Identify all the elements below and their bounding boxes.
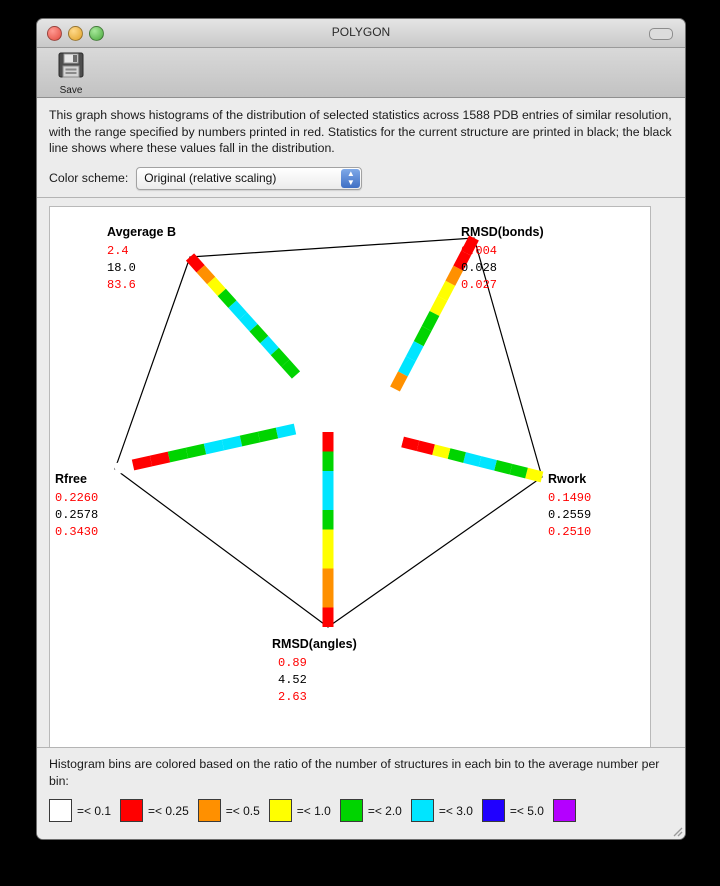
legend-caption-6: =< 5.0 xyxy=(509,803,544,818)
window-title: POLYGON xyxy=(331,25,391,39)
axis-values-rfree xyxy=(55,490,98,541)
axis-label-rmsd-angles: RMSD(angles) xyxy=(272,636,357,651)
axis-current-rmsd-bonds: 0.028 xyxy=(461,260,498,275)
legend-caption-5: =< 3.0 xyxy=(438,803,473,818)
resize-grip[interactable] xyxy=(670,824,683,837)
legend-item xyxy=(411,799,475,822)
axis-max-avgerage-b: 83.6 xyxy=(107,277,136,292)
legend-caption-4: =< 2.0 xyxy=(367,803,402,818)
legend-item xyxy=(553,799,583,822)
axis-max-rwork: 0.2510 xyxy=(548,524,592,539)
legend-swatch-cyan xyxy=(411,799,434,822)
legend-item xyxy=(120,799,191,822)
axis-label-rwork: Rwork xyxy=(548,471,587,486)
application-window xyxy=(36,18,686,840)
legend-item xyxy=(269,799,333,822)
axis-max-rfree: 0.3430 xyxy=(55,524,99,539)
legend-caption-1: =< 0.25 xyxy=(148,803,189,818)
axis-values-avgerage-b xyxy=(107,243,136,294)
legend-item xyxy=(482,799,546,822)
axis-values-rmsd-bonds xyxy=(461,243,497,294)
axis-max-rmsd-bonds: 0.027 xyxy=(461,277,498,292)
color-scheme-select[interactable] xyxy=(136,167,362,190)
spoke-avgerage-b xyxy=(190,257,296,375)
save-button[interactable] xyxy=(47,50,95,96)
axis-current-rmsd-angles: 4.52 xyxy=(278,672,307,687)
legend-caption-2: =< 0.5 xyxy=(225,803,260,818)
axis-label-avgerage-b: Avgerage B xyxy=(107,224,177,239)
color-scheme-row xyxy=(37,161,685,198)
legend-panel xyxy=(37,747,685,839)
legend-items xyxy=(49,799,673,822)
axis-label-rmsd-bonds: RMSD(bonds) xyxy=(461,224,544,239)
axis-values-rwork xyxy=(548,490,591,541)
legend-swatch-blue xyxy=(482,799,505,822)
axis-label-rfree: Rfree xyxy=(55,471,87,486)
legend-swatch-purple xyxy=(553,799,576,822)
spoke-rfree xyxy=(115,429,295,469)
axis-min-rmsd-angles: 0.89 xyxy=(278,655,307,670)
axis-min-rwork: 0.1490 xyxy=(548,490,592,505)
axis-current-avgerage-b: 18.0 xyxy=(107,260,136,275)
legend-swatch-orange xyxy=(198,799,221,822)
description-panel xyxy=(37,98,685,161)
legend-item xyxy=(49,799,113,822)
legend-swatch-red xyxy=(120,799,143,822)
axis-min-rmsd-bonds: 0.004 xyxy=(461,243,498,258)
legend-description: Histogram bins are colored based on the ratio of the number of structures in each bin to the average number per bin: xyxy=(49,757,660,788)
axis-max-rmsd-angles: 2.63 xyxy=(278,689,307,704)
axis-min-rfree: 0.2260 xyxy=(55,490,99,505)
axis-values-rmsd-angles xyxy=(278,655,307,706)
legend-item xyxy=(198,799,262,822)
color-scheme-label: Color scheme: xyxy=(49,171,129,185)
save-button-label: Save xyxy=(59,85,83,96)
toolbar-toggle-button[interactable] xyxy=(649,28,673,40)
color-scheme-value: Original (relative scaling) xyxy=(144,170,277,185)
legend-caption-3: =< 1.0 xyxy=(296,803,331,818)
description-text: This graph shows histograms of the distribution of selected statistics across 1588 PDB entries of similar resolution, with the range specified by numbers printed in red. Statistics for the current structure are printed in black; the black line shows where these values fall in the distribution. xyxy=(49,108,672,155)
legend-swatch-green xyxy=(340,799,363,822)
floppy-disk-icon xyxy=(47,50,95,85)
axis-current-rwork: 0.2559 xyxy=(548,507,592,522)
polygon-graph xyxy=(49,206,651,759)
axis-min-avgerage-b: 2.4 xyxy=(107,243,129,258)
legend-item xyxy=(340,799,404,822)
chevron-updown-icon: ▲ ▼ xyxy=(341,169,360,188)
title-bar xyxy=(37,19,685,48)
legend-caption-0: =< 0.1 xyxy=(77,803,112,818)
legend-swatch-yellow xyxy=(269,799,292,822)
toolbar xyxy=(37,48,685,98)
legend-swatch-white xyxy=(49,799,72,822)
axis-current-rfree: 0.2578 xyxy=(55,507,99,522)
spoke-rwork xyxy=(387,438,542,477)
